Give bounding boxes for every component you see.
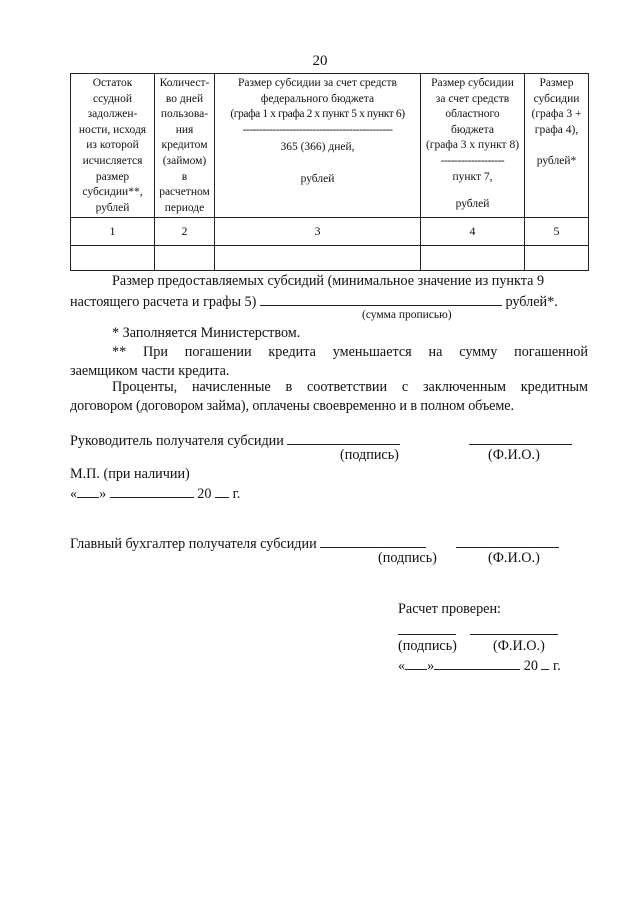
column-number: 5 bbox=[525, 218, 589, 246]
accountant-label: Главный бухгалтер получателя субсидии bbox=[70, 536, 317, 552]
verify-month-field[interactable] bbox=[434, 655, 520, 670]
year-suffix: г. bbox=[553, 658, 561, 674]
subsidy-amount-text: Размер предоставляемых субсидий (минимальное значение из пункта 9 bbox=[112, 273, 545, 289]
verify-year-field[interactable] bbox=[541, 655, 549, 670]
verifier-name-field[interactable] bbox=[470, 620, 558, 635]
header-days-count-text: Количест- во дней пользова- ния кредитом (займом) в расчетном периоде bbox=[159, 77, 210, 214]
header-total-subsidy bbox=[525, 74, 589, 218]
year-suffix: г. bbox=[232, 486, 241, 502]
formula-dash-line: ------------------- bbox=[440, 154, 505, 167]
verifier-signature-field[interactable] bbox=[398, 620, 456, 635]
header-loan-balance-text: Остаток ссудной задолжен- ности, исходя из которой исчисляется размер субсидии**, рублей bbox=[78, 77, 147, 214]
interest-paid-statement: Проценты, начисленные в соответствии с заключенным кредитным bbox=[112, 379, 588, 395]
accountant-name-caption: (Ф.И.О.) bbox=[488, 550, 540, 566]
regional-unit: рублей bbox=[455, 198, 490, 211]
federal-unit: рублей bbox=[300, 172, 335, 185]
accountant-signature-line bbox=[70, 533, 426, 554]
empty-cell[interactable] bbox=[215, 246, 421, 271]
regional-header-line: Размер субсидии bbox=[431, 77, 514, 89]
regional-header-line: бюджета bbox=[451, 123, 494, 136]
verifier-signature-caption: (подпись) bbox=[398, 638, 457, 654]
accountant-signature-field[interactable] bbox=[320, 533, 426, 548]
subsidy-amount-line bbox=[70, 291, 588, 312]
federal-divisor: 365 (366) дней, bbox=[280, 141, 355, 154]
month-field[interactable] bbox=[110, 483, 194, 498]
page-number: 20 bbox=[312, 53, 328, 69]
interest-paid-statement-cont: договором (договором займа), оплачены своевременно и в полном объеме. bbox=[70, 398, 514, 414]
head-signature-caption: (подпись) bbox=[340, 447, 399, 463]
year-prefix: 20 bbox=[523, 658, 538, 674]
sum-in-words-caption: (сумма прописью) bbox=[362, 309, 452, 321]
footnote-loan-repayment: ** При погашении кредита уменьшается на сумму погашенной bbox=[112, 344, 588, 360]
head-date-line bbox=[70, 483, 240, 504]
year-field[interactable] bbox=[215, 483, 229, 498]
footnote-loan-repayment-cont: заемщиком части кредита. bbox=[70, 363, 230, 379]
day-field[interactable] bbox=[77, 483, 99, 498]
stamp-label: М.П. (при наличии) bbox=[70, 466, 190, 482]
quote-close: » bbox=[99, 486, 107, 502]
header-federal-subsidy bbox=[215, 74, 421, 218]
sum-in-words-field[interactable] bbox=[260, 291, 502, 306]
header-loan-balance bbox=[71, 74, 155, 218]
accountant-name-field[interactable] bbox=[456, 533, 559, 548]
formula-dash-line: --------------------------------------------- bbox=[242, 123, 393, 136]
quote-close: » bbox=[427, 658, 435, 674]
verifier-date-line bbox=[398, 655, 561, 676]
empty-cell[interactable] bbox=[421, 246, 525, 271]
head-signature-field[interactable] bbox=[287, 430, 400, 445]
subsidy-calculation-table bbox=[70, 73, 589, 271]
federal-formula: (графа 1 x графа 2 x пункт 5 x пункт 6) bbox=[230, 108, 405, 121]
footnote-ministry: * Заполняется Министерством. bbox=[112, 325, 301, 341]
head-name-caption: (Ф.И.О.) bbox=[488, 447, 540, 463]
head-label: Руководитель получателя субсидии bbox=[70, 433, 284, 449]
empty-cell[interactable] bbox=[525, 246, 589, 271]
column-number: 1 bbox=[71, 218, 155, 246]
accountant-signature-caption: (подпись) bbox=[378, 550, 437, 566]
year-prefix: 20 bbox=[197, 486, 212, 502]
head-name-field[interactable] bbox=[469, 430, 572, 445]
quote-open: « bbox=[398, 658, 406, 674]
column-number-row bbox=[71, 218, 589, 246]
regional-divisor: пункт 7, bbox=[452, 170, 493, 183]
verifier-name-caption: (Ф.И.О.) bbox=[493, 638, 545, 654]
empty-cell[interactable] bbox=[71, 246, 155, 271]
quote-open: « bbox=[70, 486, 78, 502]
federal-header-line: федерального бюджета bbox=[260, 92, 375, 105]
header-total-subsidy-text: Размер субсидии (графа 3 + графа 4), рублей* bbox=[531, 77, 582, 167]
subsidy-amount-text-start: настоящего расчета и графы 5) bbox=[70, 294, 257, 310]
header-regional-subsidy bbox=[421, 74, 525, 218]
empty-data-row bbox=[71, 246, 589, 271]
column-number: 3 bbox=[215, 218, 421, 246]
table-header-row bbox=[71, 74, 589, 218]
column-number: 2 bbox=[155, 218, 215, 246]
regional-header-line: областного bbox=[445, 108, 500, 121]
verify-day-field[interactable] bbox=[405, 655, 427, 670]
header-days-count bbox=[155, 74, 215, 218]
regional-header-line: за счет средств bbox=[435, 92, 510, 105]
column-number: 4 bbox=[421, 218, 525, 246]
verified-label: Расчет проверен: bbox=[398, 601, 501, 617]
regional-formula: (графа 3 x пункт 8) bbox=[425, 139, 520, 152]
empty-cell[interactable] bbox=[155, 246, 215, 271]
federal-header-line: Размер субсидии за счет средств bbox=[238, 77, 397, 89]
subsidy-amount-currency: рублей*. bbox=[505, 294, 558, 310]
